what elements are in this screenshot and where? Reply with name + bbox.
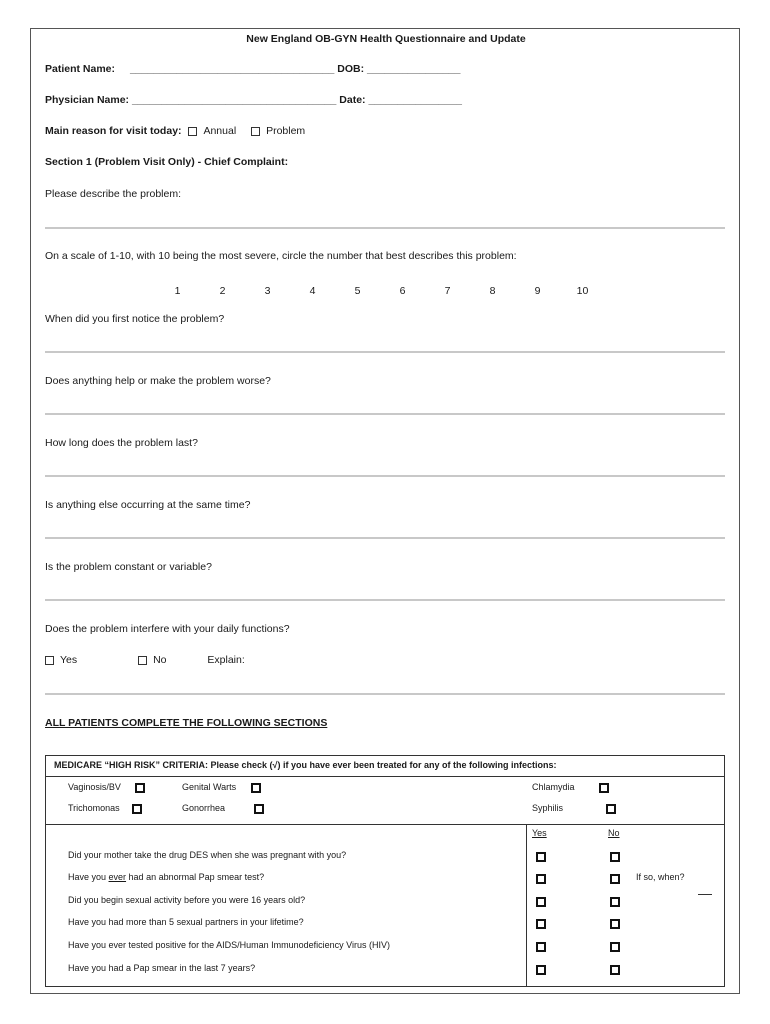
scale-7[interactable]: 7 bbox=[444, 285, 451, 297]
else-occurring-question: Is anything else occurring at the same time? bbox=[45, 499, 251, 511]
problem-checkbox[interactable] bbox=[251, 127, 260, 136]
pap-abnormal-no-checkbox[interactable] bbox=[610, 874, 620, 884]
scale-4[interactable]: 4 bbox=[309, 285, 316, 297]
vaginosis-checkbox[interactable] bbox=[135, 783, 145, 793]
how-long-question: How long does the problem last? bbox=[45, 437, 198, 449]
trichomonas-checkbox[interactable] bbox=[132, 804, 142, 814]
patient-name-field[interactable] bbox=[45, 63, 460, 75]
scale-8[interactable]: 8 bbox=[489, 285, 496, 297]
date-label: Date: bbox=[339, 94, 366, 106]
describe-answer-line[interactable] bbox=[45, 227, 725, 229]
criteria-heading: MEDICARE “HIGH RISK” CRITERIA: Please check (√) if you have ever been treated for any of the following infections: bbox=[54, 760, 557, 770]
patient-name-line: ___________________________________ bbox=[129, 63, 335, 75]
interfere-no-checkbox[interactable] bbox=[138, 656, 147, 665]
scale-1[interactable]: 1 bbox=[174, 285, 181, 297]
questionnaire-page bbox=[30, 28, 740, 994]
early-activity-question: Did you begin sexual activity before you were 16 years old? bbox=[68, 895, 306, 905]
visit-reason-row bbox=[45, 125, 305, 137]
high-risk-criteria-box bbox=[45, 755, 725, 987]
first-notice-question: When did you first notice the problem? bbox=[45, 313, 225, 325]
interfere-no-label: No bbox=[153, 654, 167, 666]
constant-variable-question: Is the problem constant or variable? bbox=[45, 561, 212, 573]
first-notice-answer-line[interactable] bbox=[45, 351, 725, 353]
dob-line: ________________ bbox=[367, 63, 461, 75]
interfere-yes-checkbox[interactable] bbox=[45, 656, 54, 665]
partners-question: Have you had more than 5 sexual partners in your lifetime? bbox=[68, 917, 304, 927]
infection-gonorrhea-label: Gonorrhea bbox=[182, 803, 226, 813]
infection-chlamydia-label: Chlamydia bbox=[532, 782, 575, 792]
partners-no-checkbox[interactable] bbox=[610, 919, 620, 929]
infection-vaginosis-label: Vaginosis/BV bbox=[68, 782, 121, 792]
explain-answer-line[interactable] bbox=[45, 693, 725, 695]
infection-trichomonas[interactable] bbox=[68, 803, 142, 814]
help-worse-question: Does anything help or make the problem worse? bbox=[45, 375, 271, 387]
scale-3[interactable]: 3 bbox=[264, 285, 271, 297]
no-column-header: No bbox=[608, 828, 620, 838]
reason-label: Main reason for visit today: bbox=[45, 125, 182, 137]
des-question: Did your mother take the drug DES when she was pregnant with you? bbox=[68, 850, 347, 860]
pap-abnormal-question: Have you ever had an abnormal Pap smear test? bbox=[68, 872, 265, 882]
hiv-question: Have you ever tested positive for the AIDS/Human Immunodeficiency Virus (HIV) bbox=[68, 940, 390, 950]
severity-scale bbox=[155, 281, 605, 299]
section1-heading: Section 1 (Problem Visit Only) - Chief Complaint: bbox=[45, 156, 289, 168]
help-worse-answer-line[interactable] bbox=[45, 413, 725, 415]
pap-recent-yes-checkbox[interactable] bbox=[536, 965, 546, 975]
chlamydia-checkbox[interactable] bbox=[599, 783, 609, 793]
yes-column-header: Yes bbox=[532, 828, 547, 838]
early-activity-no-checkbox[interactable] bbox=[610, 897, 620, 907]
constant-variable-answer-line[interactable] bbox=[45, 599, 725, 601]
page-title: New England OB-GYN Health Questionnaire and Update bbox=[246, 33, 526, 45]
dob-label: DOB: bbox=[337, 63, 365, 75]
infection-genital-warts-label: Genital Warts bbox=[182, 782, 237, 792]
describe-prompt: Please describe the problem: bbox=[45, 188, 181, 200]
all-patients-heading: ALL PATIENTS COMPLETE THE FOLLOWING SECTIONS bbox=[45, 717, 328, 729]
des-yes-checkbox[interactable] bbox=[536, 852, 546, 862]
patient-name-label: Patient Name: bbox=[45, 63, 116, 75]
genital-warts-checkbox[interactable] bbox=[251, 783, 261, 793]
infection-chlamydia[interactable] bbox=[532, 782, 609, 793]
gonorrhea-checkbox[interactable] bbox=[254, 804, 264, 814]
explain-label: Explain: bbox=[207, 654, 245, 666]
criteria-header bbox=[46, 756, 724, 777]
scale-prompt: On a scale of 1-10, with 10 being the most severe, circle the number that best describes this problem: bbox=[45, 250, 517, 262]
pap-recent-no-checkbox[interactable] bbox=[610, 965, 620, 975]
annual-checkbox[interactable] bbox=[188, 127, 197, 136]
interfere-options bbox=[41, 654, 245, 666]
infection-syphilis-label: Syphilis bbox=[532, 803, 564, 813]
hiv-yes-checkbox[interactable] bbox=[536, 942, 546, 952]
criteria-column-divider bbox=[526, 824, 527, 986]
scale-5[interactable]: 5 bbox=[354, 285, 361, 297]
interfere-yes-label: Yes bbox=[60, 654, 78, 666]
if-so-when-label: If so, when? bbox=[636, 872, 685, 882]
annual-option: Annual bbox=[203, 125, 237, 137]
pap-abnormal-yes-checkbox[interactable] bbox=[536, 874, 546, 884]
problem-option: Problem bbox=[266, 125, 306, 137]
physician-line: ___________________________________ bbox=[131, 94, 337, 106]
if-so-when-line[interactable] bbox=[698, 894, 712, 895]
partners-yes-checkbox[interactable] bbox=[536, 919, 546, 929]
hiv-no-checkbox[interactable] bbox=[610, 942, 620, 952]
early-activity-yes-checkbox[interactable] bbox=[536, 897, 546, 907]
infection-trichomonas-label: Trichomonas bbox=[68, 803, 120, 813]
pap-recent-question: Have you had a Pap smear in the last 7 years? bbox=[68, 963, 256, 973]
physician-name-field[interactable] bbox=[45, 94, 462, 106]
scale-9[interactable]: 9 bbox=[534, 285, 541, 297]
scale-2[interactable]: 2 bbox=[219, 285, 226, 297]
scale-10[interactable]: 10 bbox=[576, 285, 589, 297]
else-occurring-answer-line[interactable] bbox=[45, 537, 725, 539]
physician-label: Physician Name: bbox=[45, 94, 130, 106]
infection-vaginosis[interactable] bbox=[68, 782, 145, 793]
infection-gonorrhea[interactable] bbox=[182, 803, 264, 814]
infection-syphilis[interactable] bbox=[532, 803, 616, 814]
syphilis-checkbox[interactable] bbox=[606, 804, 616, 814]
date-line: ________________ bbox=[368, 94, 462, 106]
how-long-answer-line[interactable] bbox=[45, 475, 725, 477]
interfere-question: Does the problem interfere with your daily functions? bbox=[45, 623, 290, 635]
des-no-checkbox[interactable] bbox=[610, 852, 620, 862]
criteria-divider bbox=[46, 824, 724, 825]
infection-genital-warts[interactable] bbox=[182, 782, 261, 793]
scale-6[interactable]: 6 bbox=[399, 285, 406, 297]
